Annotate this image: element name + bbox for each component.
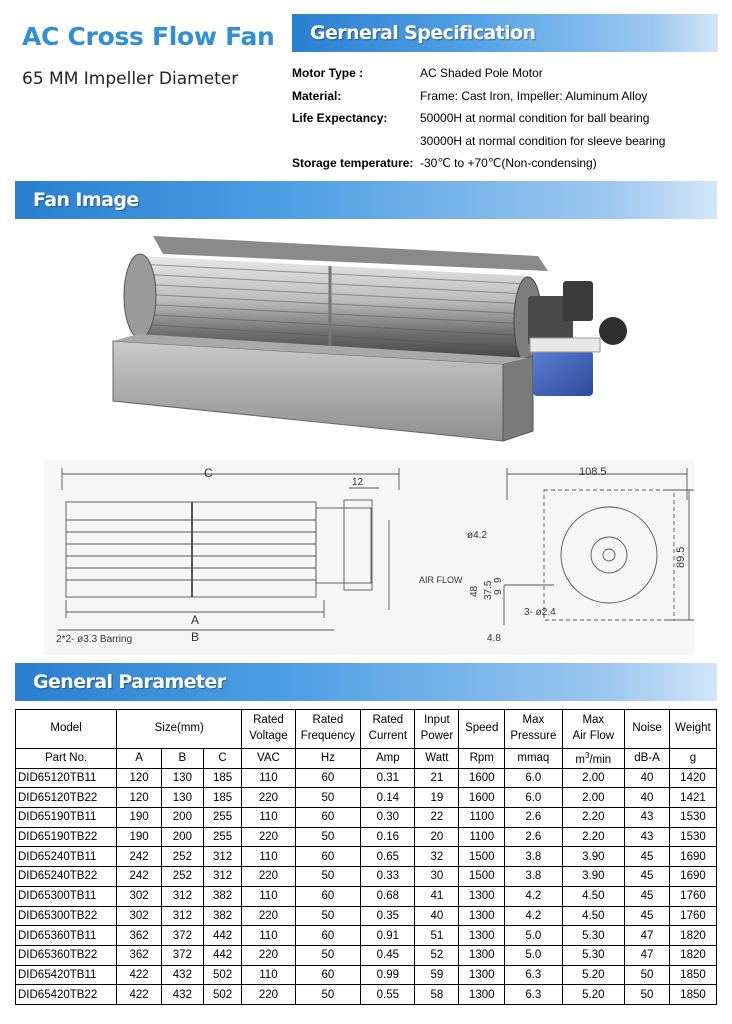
cell-noise: 43 (625, 808, 670, 828)
cell-part-no: DID65120TB11 (16, 768, 117, 788)
dimension-b: B (191, 630, 200, 644)
cell-pressure: 6.0 (505, 788, 562, 808)
cell-speed: 1600 (459, 788, 505, 808)
table-row (16, 945, 717, 965)
cell-speed: 1300 (459, 926, 505, 946)
header-rated-current: Rated Current (361, 710, 415, 749)
cell-voltage: 220 (242, 827, 295, 847)
spec-value: 50000H at normal condition for ball bearing (420, 111, 650, 126)
cell-frequency: 60 (295, 965, 361, 985)
cell-voltage: 220 (242, 906, 295, 926)
cell-size-c: 312 (203, 847, 242, 867)
cell-frequency: 60 (295, 847, 361, 867)
table-row (16, 808, 717, 828)
cell-size-b: 130 (162, 788, 204, 808)
cell-size-c: 442 (203, 945, 242, 965)
unit-b: B (162, 749, 204, 769)
cell-current: 0.16 (361, 827, 415, 847)
dimension-9-b: 9 (493, 577, 504, 583)
cell-part-no: DID65420TB11 (16, 965, 117, 985)
unit-dba: dB-A (625, 749, 670, 769)
cell-power: 59 (415, 965, 459, 985)
cell-size-a: 242 (117, 847, 162, 867)
unit-watt: Watt (415, 749, 459, 769)
cell-power: 22 (415, 808, 459, 828)
cell-current: 0.91 (361, 926, 415, 946)
cell-noise: 47 (625, 945, 670, 965)
motor-coil (533, 351, 593, 396)
cell-size-c: 185 (203, 788, 242, 808)
cell-speed: 1300 (459, 945, 505, 965)
table-row (16, 788, 717, 808)
cell-frequency: 50 (295, 827, 361, 847)
cell-current: 0.14 (361, 788, 415, 808)
cell-power: 30 (415, 867, 459, 887)
cell-size-a: 422 (117, 985, 162, 1005)
cell-part-no: DID65300TB11 (16, 886, 117, 906)
cell-frequency: 50 (295, 945, 361, 965)
specification-list (292, 62, 722, 175)
section-title-parameter: General Parameter (33, 671, 226, 693)
cell-pressure: 3.8 (505, 867, 562, 887)
cell-part-no: DID65240TB11 (16, 847, 117, 867)
spec-row (292, 107, 722, 130)
header-noise: Noise (625, 710, 670, 749)
spec-value: 30000H at normal condition for sleeve bearing (420, 133, 666, 148)
cell-size-a: 242 (117, 867, 162, 887)
cell-air-flow: 3.90 (562, 867, 625, 887)
cell-size-b: 372 (162, 926, 204, 946)
cell-size-c: 442 (203, 926, 242, 946)
header-input-power: Input Power (415, 710, 459, 749)
cell-power: 52 (415, 945, 459, 965)
cell-size-c: 382 (203, 906, 242, 926)
cell-size-b: 130 (162, 768, 204, 788)
dimension-89-5: 89.5 (675, 546, 687, 568)
spec-label: Motor Type : (292, 66, 364, 81)
cell-pressure: 2.6 (505, 827, 562, 847)
side-view (504, 468, 694, 625)
cell-size-b: 252 (162, 867, 204, 887)
section-banner-specification (292, 14, 718, 52)
cell-power: 21 (415, 768, 459, 788)
cell-weight: 1850 (669, 965, 716, 985)
cell-speed: 1300 (459, 906, 505, 926)
header-speed: Speed (459, 710, 505, 749)
impeller-end-left (124, 254, 156, 338)
cell-noise: 40 (625, 788, 670, 808)
cell-size-a: 422 (117, 965, 162, 985)
header-weight: Weight (669, 710, 716, 749)
cell-current: 0.65 (361, 847, 415, 867)
page-subtitle: 65 MM Impeller Diameter (22, 69, 239, 89)
cell-voltage: 110 (242, 886, 295, 906)
section-title-specification: Gerneral Specification (310, 22, 536, 44)
cell-speed: 1100 (459, 808, 505, 828)
cell-voltage: 110 (242, 965, 295, 985)
cell-air-flow: 2.20 (562, 827, 625, 847)
table-unit-row (16, 749, 717, 769)
cell-frequency: 50 (295, 788, 361, 808)
cell-voltage: 110 (242, 808, 295, 828)
cell-noise: 43 (625, 827, 670, 847)
cell-size-c: 255 (203, 808, 242, 828)
cell-size-a: 120 (117, 788, 162, 808)
page-title: AC Cross Flow Fan (22, 22, 275, 51)
table-body (16, 768, 717, 1004)
cell-noise: 45 (625, 867, 670, 887)
unit-amp: Amp (361, 749, 415, 769)
cell-weight: 1690 (669, 867, 716, 887)
cell-speed: 1500 (459, 847, 505, 867)
cell-weight: 1530 (669, 827, 716, 847)
cell-air-flow: 5.20 (562, 985, 625, 1005)
cell-frequency: 60 (295, 808, 361, 828)
spec-value: AC Shaded Pole Motor (420, 66, 543, 81)
cell-voltage: 110 (242, 926, 295, 946)
dimension-4-2: ø4.2 (467, 530, 488, 541)
cell-voltage: 220 (242, 945, 295, 965)
header-size: Size(mm) (117, 710, 242, 749)
unit-vac: VAC (242, 749, 295, 769)
cell-noise: 47 (625, 926, 670, 946)
cell-power: 41 (415, 886, 459, 906)
table-row (16, 906, 717, 926)
cell-air-flow: 2.20 (562, 808, 625, 828)
spec-row (292, 62, 722, 85)
cell-frequency: 60 (295, 886, 361, 906)
cell-size-b: 312 (162, 906, 204, 926)
table-row (16, 768, 717, 788)
unit-a: A (117, 749, 162, 769)
header-model: Model (16, 710, 117, 749)
cell-noise: 45 (625, 906, 670, 926)
cell-part-no: DID65360TB22 (16, 945, 117, 965)
dimension-4-8: 4.8 (487, 633, 501, 644)
cell-current: 0.99 (361, 965, 415, 985)
cell-pressure: 4.2 (505, 906, 562, 926)
cell-size-a: 190 (117, 827, 162, 847)
cell-air-flow: 3.90 (562, 847, 625, 867)
cell-part-no: DID65240TB22 (16, 867, 117, 887)
unit-c: C (203, 749, 242, 769)
cell-voltage: 110 (242, 847, 295, 867)
cell-size-b: 432 (162, 965, 204, 985)
cell-part-no: DID65420TB22 (16, 985, 117, 1005)
section-banner-parameter (15, 663, 717, 701)
cell-noise: 40 (625, 768, 670, 788)
cell-speed: 1300 (459, 985, 505, 1005)
cell-weight: 1760 (669, 886, 716, 906)
cell-speed: 1600 (459, 768, 505, 788)
cell-frequency: 50 (295, 906, 361, 926)
dimension-108-5: 108.5 (579, 466, 607, 478)
header-rated-voltage: Rated Voltage (242, 710, 295, 749)
spec-label: Storage temperature: (292, 156, 414, 171)
parameter-table (15, 709, 717, 1005)
table-row (16, 985, 717, 1005)
cell-size-b: 252 (162, 847, 204, 867)
cell-power: 32 (415, 847, 459, 867)
cell-current: 0.31 (361, 768, 415, 788)
front-view (58, 468, 399, 630)
cell-weight: 1690 (669, 847, 716, 867)
table-header-row (16, 710, 717, 749)
cell-pressure: 6.3 (505, 985, 562, 1005)
cell-size-b: 200 (162, 827, 204, 847)
unit-rpm: Rpm (459, 749, 505, 769)
table-row (16, 965, 717, 985)
cell-size-c: 502 (203, 965, 242, 985)
spec-label: Material: (292, 88, 342, 103)
cell-power: 19 (415, 788, 459, 808)
cell-size-b: 200 (162, 808, 204, 828)
cell-size-a: 362 (117, 945, 162, 965)
motor-shaft (599, 317, 627, 345)
cell-weight: 1850 (669, 985, 716, 1005)
table-row (16, 847, 717, 867)
cell-frequency: 60 (295, 926, 361, 946)
section-banner-fan-image (15, 181, 717, 219)
cell-noise: 45 (625, 886, 670, 906)
header-rated-frequency: Rated Frequency (295, 710, 361, 749)
cell-speed: 1300 (459, 965, 505, 985)
housing-side (503, 356, 533, 441)
cell-air-flow: 5.30 (562, 945, 625, 965)
cell-part-no: DID65300TB22 (16, 906, 117, 926)
cell-air-flow: 2.00 (562, 768, 625, 788)
dimension-9-a: 9 (493, 589, 504, 595)
cell-noise: 50 (625, 965, 670, 985)
cell-power: 40 (415, 906, 459, 926)
cell-air-flow: 2.00 (562, 788, 625, 808)
cell-frequency: 60 (295, 768, 361, 788)
cell-size-a: 362 (117, 926, 162, 946)
cell-part-no: DID65190TB11 (16, 808, 117, 828)
cell-air-flow: 5.30 (562, 926, 625, 946)
unit-mmaq: mmaq (505, 749, 562, 769)
cell-speed: 1300 (459, 886, 505, 906)
spec-row (292, 85, 722, 108)
cell-pressure: 5.0 (505, 945, 562, 965)
table-row (16, 926, 717, 946)
spec-row (292, 130, 722, 153)
cell-speed: 1100 (459, 827, 505, 847)
header-max-air-flow: Max Air Flow (562, 710, 625, 749)
cell-part-no: DID65190TB22 (16, 827, 117, 847)
section-title-fan-image: Fan Image (33, 189, 139, 211)
cell-noise: 45 (625, 847, 670, 867)
cell-pressure: 6.0 (505, 768, 562, 788)
cell-part-no: DID65120TB22 (16, 788, 117, 808)
cell-weight: 1421 (669, 788, 716, 808)
cell-speed: 1500 (459, 867, 505, 887)
spec-value: -30℃ to +70℃(Non-condensing) (420, 156, 597, 171)
cell-current: 0.30 (361, 808, 415, 828)
cell-power: 51 (415, 926, 459, 946)
cell-part-no: DID65360TB11 (16, 926, 117, 946)
cell-power: 20 (415, 827, 459, 847)
table-row (16, 827, 717, 847)
cell-voltage: 220 (242, 985, 295, 1005)
cell-current: 0.33 (361, 867, 415, 887)
cell-voltage: 220 (242, 867, 295, 887)
spec-value: Frame: Cast Iron, Impeller: Aluminum Alloy (420, 88, 648, 103)
cell-size-c: 382 (203, 886, 242, 906)
motor-terminal (530, 338, 600, 352)
spec-label: Life Expectancy: (292, 111, 388, 126)
cell-pressure: 2.6 (505, 808, 562, 828)
cell-current: 0.68 (361, 886, 415, 906)
cell-noise: 50 (625, 985, 670, 1005)
unit-part-no: Part No. (16, 749, 117, 769)
cell-pressure: 6.3 (505, 965, 562, 985)
dimension-37-5: 37.5 (483, 580, 494, 600)
cell-pressure: 5.0 (505, 926, 562, 946)
table-row (16, 886, 717, 906)
motor-bracket (563, 281, 593, 321)
cell-size-c: 502 (203, 985, 242, 1005)
table-row (16, 867, 717, 887)
cell-voltage: 220 (242, 788, 295, 808)
cell-air-flow: 4.50 (562, 906, 625, 926)
cell-weight: 1420 (669, 768, 716, 788)
cell-size-a: 190 (117, 808, 162, 828)
cell-size-a: 302 (117, 906, 162, 926)
header-max-pressure: Max Pressure (505, 710, 562, 749)
cell-weight: 1530 (669, 808, 716, 828)
dimension-a: A (191, 613, 200, 627)
cell-current: 0.55 (361, 985, 415, 1005)
cell-power: 58 (415, 985, 459, 1005)
cell-current: 0.35 (361, 906, 415, 926)
cell-size-c: 185 (203, 768, 242, 788)
cell-pressure: 4.2 (505, 886, 562, 906)
cell-size-c: 312 (203, 867, 242, 887)
cell-air-flow: 4.50 (562, 886, 625, 906)
spec-row (292, 152, 722, 175)
cell-weight: 1760 (669, 906, 716, 926)
unit-air-flow: $m^3/\min$ (562, 749, 625, 769)
cell-weight: 1820 (669, 926, 716, 946)
cell-size-c: 255 (203, 827, 242, 847)
cell-size-b: 312 (162, 886, 204, 906)
unit-g: g (669, 749, 716, 769)
cell-size-a: 302 (117, 886, 162, 906)
cell-voltage: 110 (242, 768, 295, 788)
cell-current: 0.45 (361, 945, 415, 965)
cell-frequency: 50 (295, 985, 361, 1005)
cell-frequency: 50 (295, 867, 361, 887)
dimension-48: 48 (469, 585, 480, 597)
unit-hz: Hz (295, 749, 361, 769)
cell-size-b: 372 (162, 945, 204, 965)
cell-air-flow: 5.20 (562, 965, 625, 985)
dimension-c: C (204, 466, 213, 480)
air-flow-label: AIR FLOW (419, 575, 463, 585)
dimension-12: 12 (352, 477, 364, 488)
cell-pressure: 3.8 (505, 847, 562, 867)
cell-size-b: 432 (162, 985, 204, 1005)
technical-drawing (44, 460, 694, 655)
dimension-2-4: 3- ø2.4 (524, 607, 556, 618)
fan-photo (108, 226, 628, 448)
dimension-barring: 2*2- ø3.3 Barring (56, 634, 133, 645)
cell-weight: 1820 (669, 945, 716, 965)
cell-size-a: 120 (117, 768, 162, 788)
